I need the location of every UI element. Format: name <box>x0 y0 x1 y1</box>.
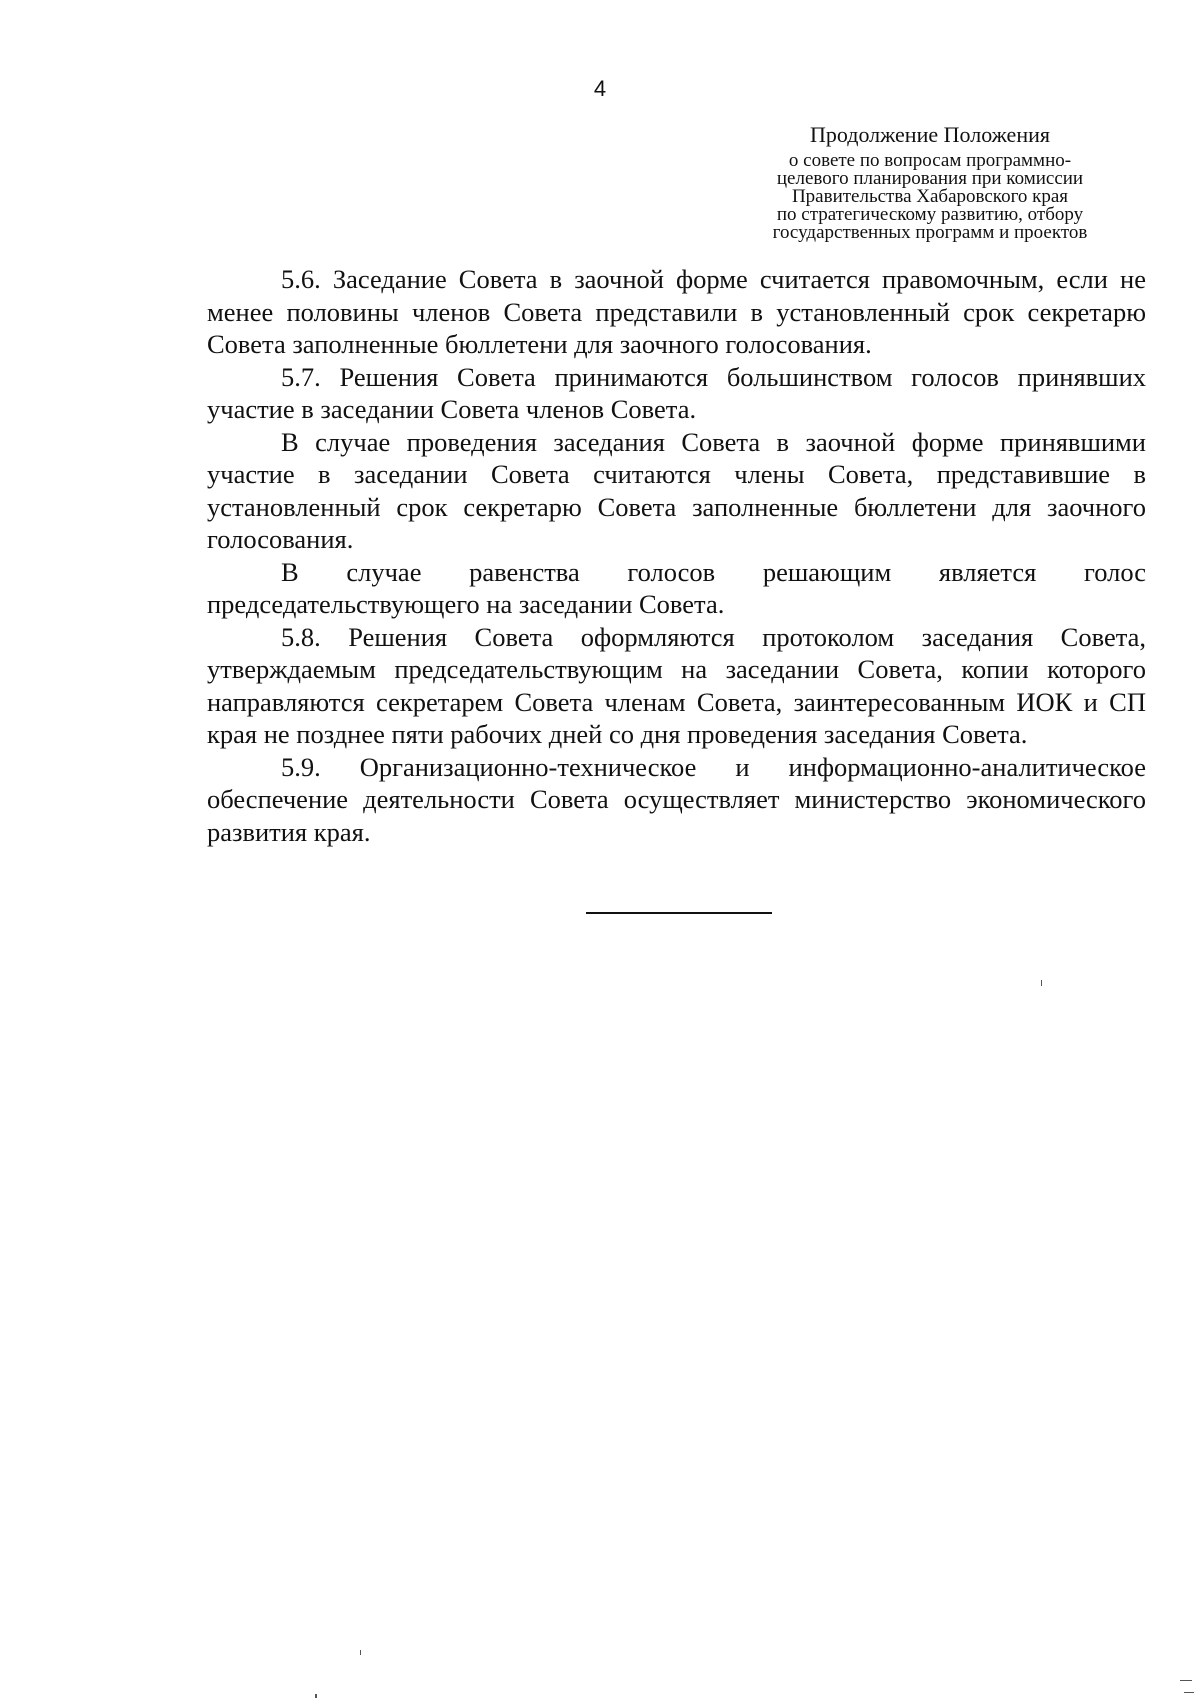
paragraph-tie-vote: В случае равенства голосов решающим является голос председательствующего на заседании Совета. <box>207 556 1146 619</box>
paragraph-5-7: 5.7. Решения Совета принимаются большинством голосов принявших участие в заседании Совета членов Совета. <box>207 361 1146 424</box>
scan-speck <box>360 1650 361 1655</box>
header-line: о совете по вопросам программно- <box>788 150 1072 171</box>
scan-speck <box>1180 1680 1192 1681</box>
scan-speck <box>1041 980 1042 986</box>
header-line: по стратегическому развитию, отбору <box>776 204 1084 225</box>
paragraph-5-8: 5.8. Решения Совета оформляются протоколом заседания Совета, утверждаемым председательствующим на заседании Совета, копии которого направляются секретарем Совета членам Совета, заинтересованным ИОК и СП края не позднее пяти рабочих дней со дня проведения заседания Совета. <box>207 621 1146 749</box>
header-line: государственных программ и проектов <box>772 222 1088 243</box>
scan-speck <box>315 1694 317 1698</box>
paragraph-5-6: 5.6. Заседание Совета в заочной форме считается правомочным, если не менее половины членов Совета представили в установленный срок секретарю Совета заполненные бюллетени для заочного голосования. <box>207 264 1146 359</box>
end-separator-line <box>586 912 772 914</box>
header-line: целевого планирования при комиссии <box>776 168 1084 189</box>
header-title: Продолжение Положения <box>810 122 1050 147</box>
page-number: 4 <box>593 76 607 101</box>
paragraph-5-9: 5.9. Организационно-техническое и информационно-аналитическое обеспечение деятельности Совета осуществляет министерство экономического развития края. <box>207 751 1146 847</box>
scan-speck <box>1184 1692 1194 1693</box>
paragraph-absentee-participants: В случае проведения заседания Совета в заочной форме принявшими участие в заседании Совета считаются члены Совета, представившие в установленный срок секретарю Совета заполненные бюллетени для заочного голосования. <box>207 426 1146 554</box>
header-line: Правительства Хабаровского края <box>791 186 1069 207</box>
document-header <box>730 122 1130 242</box>
document-body <box>207 263 1146 848</box>
